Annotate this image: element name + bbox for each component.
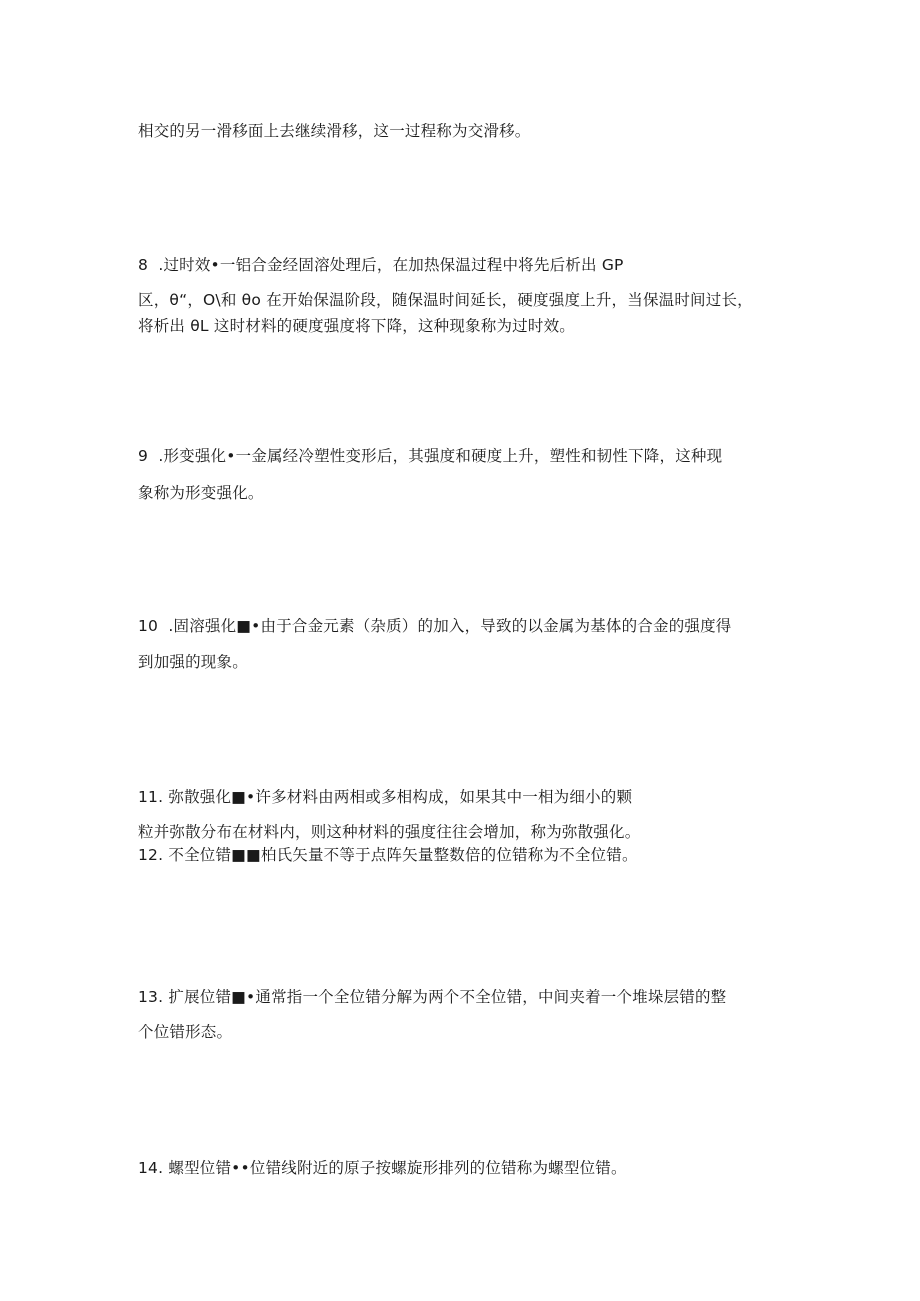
text-line: 9 .形变强化•一金属经冷塑性变形后，其强度和硬度上升，塑性和韧性下降，这种现 [138, 447, 723, 465]
text-line: 13. 扩展位错■•通常指一个全位错分解为两个不全位错，中间夹着一个堆垛层错的整 [138, 988, 727, 1006]
text-line: 8 .过时效•一铝合金经固溶处理后，在加热保温过程中将先后析出 GP [138, 256, 624, 274]
text-line: 区，θ“，O\和 θo 在开始保温阶段，随保温时间延长，硬度强度上升，当保温时间过长， [138, 291, 753, 309]
text-line: 相交的另一滑移面上去继续滑移，这一过程称为交滑移。 [138, 122, 531, 140]
text-line: 12. 不全位错■■柏氏矢量不等于点阵矢量整数倍的位错称为不全位错。 [138, 846, 638, 864]
text-line: 个位错形态。 [138, 1023, 233, 1041]
text-line: 象称为形变强化。 [138, 484, 264, 502]
text-line: 将析出 θL 这时材料的硬度强度将下降，这种现象称为过时效。 [138, 317, 575, 335]
text-line: 粒并弥散分布在材料内，则这种材料的强度往往会增加，称为弥散强化。 [138, 823, 641, 841]
text-line: 11. 弥散强化■•许多材料由两相或多相构成，如果其中一相为细小的颗 [138, 788, 633, 806]
text-line: 到加强的现象。 [138, 653, 248, 671]
text-line: 10 .固溶强化■•由于合金元素（杂质）的加入，导致的以金属为基体的合金的强度得 [138, 617, 732, 635]
text-line: 14. 螺型位错••位错线附近的原子按螺旋形排列的位错称为螺型位错。 [138, 1159, 627, 1177]
